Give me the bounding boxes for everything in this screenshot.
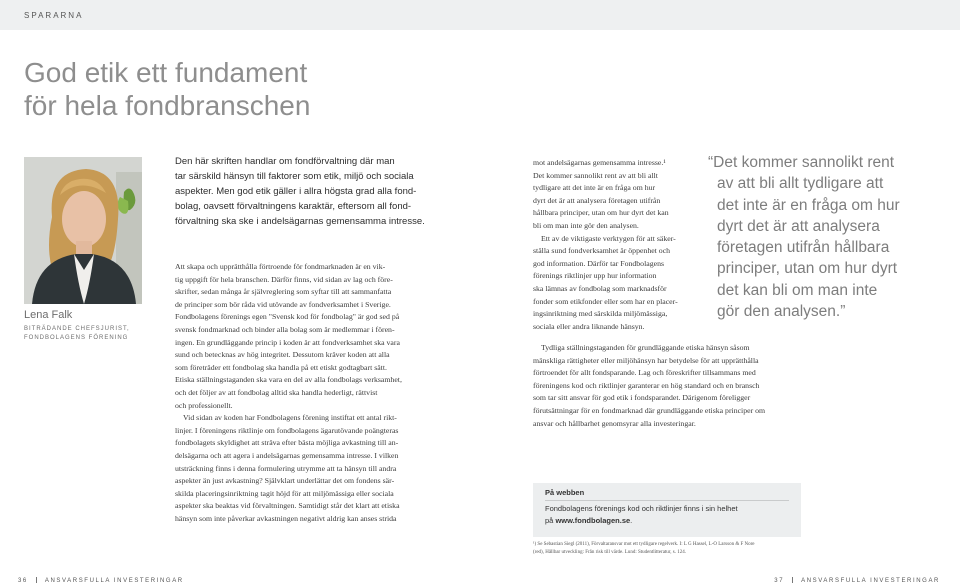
portrait-role-line-2: FONDBOLAGENS FÖRENING — [24, 335, 129, 341]
quote-line: företagen utifrån hållbara — [717, 239, 890, 257]
body-line: utsträckning finns i denna formulering utrymme att ta hänsyn till andra — [175, 463, 397, 473]
footnote-line: ¹) Se Sebastian Siegl (2011), Förvaltaransvar mot ett tydligare regelverk. I: L G Hassel, L-O Larsson & F Nore — [533, 542, 755, 547]
body-line: dyrt det är att analysera företagen utifrån — [533, 195, 661, 205]
quote-line: det kan bli om man inte — [717, 281, 878, 299]
portrait-photo — [24, 157, 142, 304]
body-line: hänsyn som inte påverkar avkastningen negativt aldrig kan anses strida — [175, 513, 397, 523]
footnote-line: (red), Hållbar utveckling: Från risk till värde. Lund: Studentlitteratur, s. 124. — [533, 549, 686, 555]
body-line: mot andelsägarnas gemensamma intresse.¹ — [533, 158, 666, 167]
body-line: som företräder ett fondbolag ska handla på ett etiskt godtagbart sätt. — [175, 362, 387, 372]
body-line: linjer. I föreningens riktlinje om fondbolagens ägarutövande poängteras — [175, 425, 399, 435]
body-line: mänskliga rättigheter eller miljöhänsyn har betydelse för att upprätthålla — [533, 355, 759, 365]
quote-line: dyrt det är att analysera — [717, 217, 880, 235]
page-title-line-2: för hela fondbranschen — [24, 90, 311, 121]
body-column-2 — [533, 157, 693, 333]
portrait-role — [24, 325, 144, 343]
quote-line: gör den analysen.” — [717, 303, 846, 321]
body-line: förtroendet för allt fondsparande. Lag och föreskrifter tillsammans med — [533, 368, 756, 378]
body-line: fondbolagets skyldighet att sträva efter bästa möjliga avkastning till an- — [175, 438, 399, 448]
body-line: delsägarna och att agera i andelsägarnas gemensamma intresse. I vilken — [175, 450, 399, 460]
portrait-illustration — [24, 157, 142, 304]
page-number-left: 36 — [18, 578, 28, 584]
footer-publication-right: ANSVARSFULLA INVESTERINGAR — [801, 578, 940, 584]
pull-quote — [708, 152, 923, 322]
quote-line: “Det kommer sannolikt rent — [708, 154, 895, 171]
footer-right — [774, 577, 940, 584]
body-line: Ett av de viktigaste verktygen för att säker- — [541, 233, 676, 243]
body-line: och det följer av att fondbolag alltid ska handla hederligt, rättvist — [175, 387, 378, 397]
quote-line: av att bli allt tydligare att — [717, 175, 884, 193]
body-line: svensk fondmarknad och binder alla bolag som är medlemmar i fören- — [175, 324, 395, 334]
quote-line: principer, utan om hur dyrt — [717, 260, 898, 278]
footer-separator — [36, 577, 37, 583]
body-line: Fondbolagens förenings egen "Svensk kod för fondbolag" är god sed på — [175, 312, 400, 322]
body-line: Etiska ställningstaganden ska vara en del av alla fondbolags verksamhet, — [175, 375, 402, 385]
body-line: Det kommer sannolikt rent av att bli allt — [533, 170, 658, 180]
body-line: föreningens kod och riktlinjer garanterar en hög standard och en bransch — [533, 380, 760, 390]
body-line: ska lämnas av fondbolag som marknadsför — [533, 283, 667, 293]
body-line: aspekter ska beaktas vid förvaltningen. Samtidigt står det klart att etiska — [175, 501, 400, 511]
body-line: de principer som bör råda vid utövande av fondverksamhet i Sverige. — [175, 299, 391, 309]
section-label: SPARARNA — [24, 11, 84, 20]
body-line: sund och betecknas av hög integritet. Dessutom kräver koden att alla — [175, 350, 390, 360]
info-box-divider — [545, 500, 789, 501]
body-line: Vid sidan av koden har Fondbolagens förening instiftat ett antal rikt- — [183, 413, 397, 423]
body-line: ansvar och hållbarhet genomsyrar alla investeringar. — [533, 418, 696, 428]
body-line: Tydliga ställningstaganden för grundläggande etiska hänsyn såsom — [541, 343, 750, 352]
web-info-box — [533, 483, 801, 537]
footer-publication-left: ANSVARSFULLA INVESTERINGAR — [44, 578, 184, 584]
info-box-line: på www.fondbolagen.se. — [545, 515, 633, 525]
body-line: tydligare att det inte är en fråga om hur — [533, 183, 656, 193]
body-line: ställa sund fondverksamhet är öppenhet och — [533, 246, 671, 256]
lead-line: förvaltning ska ske i andelsägarnas gemensamma intresse. — [175, 216, 425, 227]
body-line: förutsättningar för en fondmarknad där grundläggande etiska principer om — [533, 405, 766, 415]
footer-separator — [792, 577, 793, 583]
lead-paragraph — [175, 154, 430, 229]
body-line: ingen. En grundläggande princip i koden är att fondverksamhet ska vara — [175, 337, 400, 347]
body-line: förenings riktlinjer upp hur information — [533, 271, 657, 281]
body-column-1 — [175, 261, 430, 525]
body-line: och professionellt. — [175, 400, 233, 410]
body-line: skrifter, sedan många år självreglering som syftar till att sammanfatta — [175, 287, 392, 297]
lead-line: tar särskild hänsyn till faktorer som etik, miljö och sociala — [175, 171, 414, 182]
body-line: skilda placeringsinriktning tagit höjd för att miljömässiga eller sociala — [175, 488, 394, 498]
lead-line: aspekter. Men god etik gäller i allra högsta grad alla fond- — [175, 186, 417, 197]
body-line: ingsinriktning med särskilda miljömässiga, — [533, 309, 668, 319]
body-line: som tar sitt ansvar för god etik i fondsparandet. Därigenom föreligger — [533, 393, 751, 403]
body-line: hållbara principer, utan om hur dyrt det kan — [533, 208, 669, 218]
info-box-line: Fondbolagens förenings kod och riktlinjer finns i sin helhet — [545, 504, 738, 513]
lead-line: Den här skriften handlar om fondförvaltning där man — [175, 156, 395, 167]
top-band — [0, 0, 960, 30]
info-box-text — [545, 503, 785, 526]
lead-line: bolag, oavsett förvaltningens karaktär, eftersom all fond- — [175, 201, 412, 212]
body-line: sociala eller andra liknande hänsyn. — [533, 321, 645, 331]
body-line: bli om man inte gör den analysen. — [533, 220, 639, 230]
body-line: god information. Därför tar Fondbolagens — [533, 258, 665, 268]
body-line: tig uppgift för hela branschen. Därför finns, vid sidan av lag och före- — [175, 274, 393, 284]
body-column-2-continued — [533, 342, 793, 430]
quote-line: det inte är en fråga om hur — [717, 196, 900, 214]
info-box-title: På webben — [545, 488, 585, 497]
footnote — [533, 541, 783, 556]
page-title-line-1: God etik ett fundament — [24, 57, 308, 88]
body-line: aspekter än just avkastning? Självklart underlättar det om fondens sär- — [175, 476, 395, 486]
portrait-name: Lena Falk — [24, 309, 73, 321]
website-link[interactable]: www.fondbolagen.se — [555, 515, 631, 525]
body-line: Att skapa och upprätthålla förtroende för fondmarknaden är en vik- — [175, 262, 386, 271]
footer-left — [18, 577, 184, 584]
page-number-right: 37 — [774, 578, 785, 584]
portrait-role-line-1: BITRÄDANDE CHEFSJURIST, — [24, 326, 130, 332]
page-title — [24, 56, 310, 122]
body-line: fonder som etikfonder eller som har en placer- — [533, 296, 678, 306]
